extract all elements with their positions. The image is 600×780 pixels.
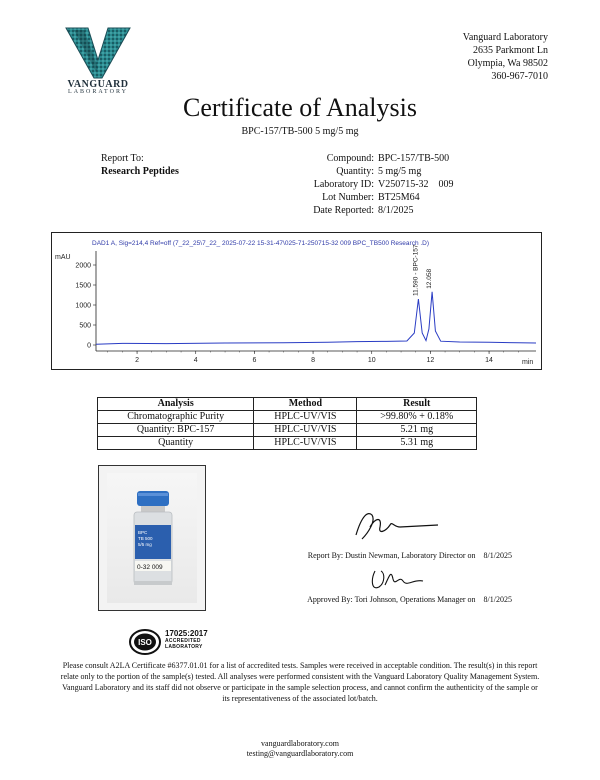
reported-by (308, 551, 512, 560)
cell-result: 5.21 mg (357, 424, 477, 437)
info-value: 8/1/2025 (378, 205, 414, 216)
info-row-date (250, 204, 510, 217)
info-value: V250715-32 009 (378, 179, 454, 190)
info-key: Quantity: (336, 166, 374, 177)
svg-text:BPC: BPC (138, 530, 148, 535)
approved-date: 8/1/2025 (483, 595, 512, 604)
table-row (98, 411, 477, 424)
chrom-xtick-label: 12 (426, 357, 435, 364)
table-row (98, 437, 477, 450)
report-to-label: Report To: (101, 153, 144, 164)
results-table (97, 397, 477, 450)
iso-logo-icon (128, 628, 162, 656)
approved-by (307, 595, 512, 604)
footer (0, 739, 600, 759)
cell-analysis: Chromatographic Purity (98, 411, 254, 424)
document-subtitle: BPC-157/TB-500 5 mg/5 mg (241, 126, 359, 137)
col-header-result: Result (357, 398, 477, 411)
iso-accreditation-badge (128, 628, 258, 656)
logo-name: VANGUARD (67, 79, 129, 90)
cell-method: HPLC-UV/VIS (254, 437, 357, 450)
info-row-lot (250, 191, 510, 204)
chrom-series-line (96, 292, 536, 344)
cell-analysis: Quantity (98, 437, 254, 450)
reported-date: 8/1/2025 (483, 551, 512, 560)
iso-accredited: ACCREDITED (165, 638, 201, 644)
approved-by-text: Approved By: Tori Johnson, Operations Manager on (307, 595, 476, 604)
footer-website[interactable]: vanguardlaboratory.com (261, 739, 339, 748)
info-key: Lot Number: (322, 192, 374, 203)
results-header-row (98, 398, 477, 411)
info-value: 5 mg/5 mg (378, 166, 422, 177)
chrom-ytick-label: 2000 (75, 262, 91, 270)
iso-laboratory: LABORATORY (165, 644, 203, 650)
chrom-peak-label: 12.058 (426, 268, 434, 289)
svg-text:TB 500: TB 500 (138, 536, 153, 541)
info-row-compound (250, 152, 510, 165)
reported-signature (350, 505, 440, 545)
sample-info (250, 152, 510, 217)
chrom-ytick-label: 1000 (75, 302, 91, 310)
iso-standard: 17025:2017 (165, 629, 208, 638)
lab-phone: 360-967-7010 (491, 71, 548, 82)
info-key: Laboratory ID: (313, 179, 374, 190)
chrom-ylabel: mAU (55, 254, 71, 261)
vial-photo (98, 465, 206, 611)
vial-icon (107, 473, 199, 605)
vanguard-v-logo-icon (52, 22, 144, 82)
chrom-xtick-label: 4 (193, 357, 198, 364)
chrom-ytick-label: 1500 (75, 282, 91, 290)
reported-by-text: Report By: Dustin Newman, Laboratory Director on (307, 551, 476, 560)
report-to (101, 152, 179, 178)
svg-text:ISO: ISO (138, 638, 152, 647)
chrom-xtick-label: 8 (311, 357, 316, 364)
report-to-org: Research Peptides (101, 166, 179, 177)
lab-city: Olympia, Wa 98502 (467, 58, 548, 69)
approved-signature (367, 565, 427, 595)
chrom-xtick-label: 6 (252, 357, 257, 364)
lab-name: Vanguard Laboratory (462, 32, 548, 43)
svg-text:5/5 mg: 5/5 mg (138, 542, 152, 547)
cell-result: 5.31 mg (357, 437, 477, 450)
cell-analysis: Quantity: BPC-157 (98, 424, 254, 437)
info-row-quantity (250, 165, 510, 178)
col-header-method: Method (254, 398, 357, 411)
lab-street: 2635 Parkmont Ln (473, 45, 548, 56)
footer-email[interactable]: testing@vanguardlaboratory.com (246, 749, 354, 758)
info-key: Date Reported: (313, 205, 374, 216)
lab-address (463, 31, 548, 83)
chrom-xtick-label: 14 (485, 357, 493, 364)
chrom-xtick-label: 10 (367, 357, 376, 364)
cell-result: >99.80% + 0.18% (357, 411, 477, 424)
chrom-ytick-label: 500 (79, 322, 91, 330)
chrom-xunit: min (522, 359, 534, 366)
info-row-lab-id (250, 178, 510, 191)
info-value: BPC-157/TB-500 (378, 153, 450, 164)
logo-sub: LABORATORY (68, 89, 128, 95)
vial-number: 0-32 009 (137, 564, 163, 571)
chrom-ytick-label: 0 (87, 342, 91, 350)
document-title: Certificate of Analysis (183, 93, 417, 122)
cell-method: HPLC-UV/VIS (254, 411, 357, 424)
info-value: BT25M64 (378, 192, 420, 203)
chromatogram-plot (52, 233, 540, 368)
table-row (98, 424, 477, 437)
chrom-xtick-label: 2 (135, 357, 140, 364)
cell-method: HPLC-UV/VIS (254, 424, 357, 437)
col-header-analysis: Analysis (98, 398, 254, 411)
info-key: Compound: (326, 153, 374, 164)
chrom-peak-label: 11.590 - BPC-157 (412, 244, 420, 296)
chrom-header: DAD1 A, Sig=214,4 Ref=off (7_22_25\7_22_ 2025-07-22 15-31-47\025-71-250715-32 009 BPC_TB500 Research .D) (92, 240, 430, 247)
disclaimer: Please consult A2LA Certificate #6377.01.01 for a list of accredited tests. Samples were received in acceptable condition. The result(s) in this report relate only to the portion of the sample(s) tested. All analyses were performed consistent with the Vanguard Laboratory Quality Management System. Vanguard Laboratory and its staff did not observe or participate in the sample selection process, and cannot confirm the authenticity of the sample or its representativeness of the associated lot/batch. (60, 661, 540, 703)
chromatogram (51, 232, 542, 370)
